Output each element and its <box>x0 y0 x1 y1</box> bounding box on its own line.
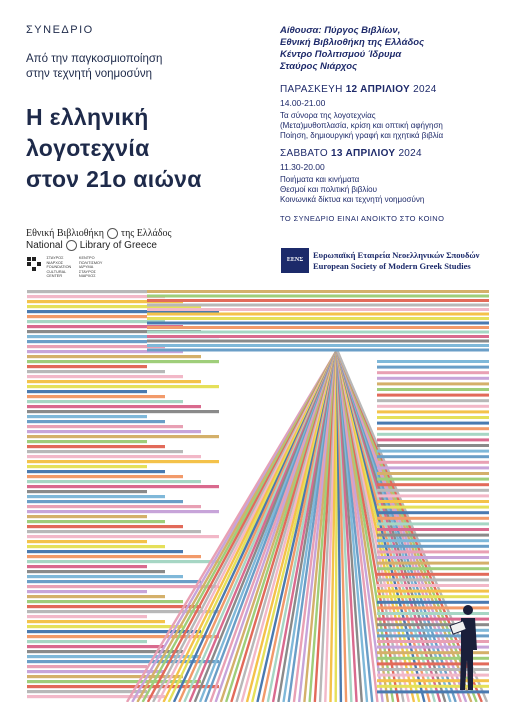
schedule-day-2 <box>280 148 424 205</box>
artwork-stripe <box>377 382 489 385</box>
title-line: στον 21ο αιώνα <box>26 166 202 192</box>
artwork-stripe <box>27 445 165 448</box>
artwork-stripe <box>377 450 489 453</box>
day-date: 13 ΑΠΡΙΛΙΟΥ <box>331 148 396 159</box>
artwork-stripe <box>27 390 147 393</box>
day-name: ΠΑΡΑΣΚΕΥΗ <box>280 84 346 95</box>
artwork-stripe <box>27 290 147 293</box>
artwork-stripe <box>377 539 489 542</box>
artwork-stripe <box>147 349 489 352</box>
artwork-stripe <box>377 394 489 397</box>
artwork-stripe <box>27 360 219 363</box>
artwork-stripe <box>377 534 489 537</box>
artwork-stripe <box>27 455 201 458</box>
artwork-stripe <box>27 340 147 343</box>
venue-line: Σταύρος Νιάρχος <box>280 61 358 72</box>
artwork-stripe <box>27 530 201 533</box>
society-name-greek: Ευρωπαϊκή Εταιρεία Νεοελληνικών Σπουδών <box>313 250 480 260</box>
artwork-stripe <box>147 340 489 343</box>
artwork-stripes <box>27 290 489 702</box>
striped-perspective-artwork <box>27 290 489 702</box>
nlg-logo-english <box>26 240 157 251</box>
artwork-stripe <box>147 317 489 320</box>
artwork-stripe <box>377 427 489 430</box>
logo-text: National <box>26 240 63 252</box>
title-line: λογοτεχνία <box>26 135 150 161</box>
artwork-stripe <box>147 322 489 325</box>
artwork-stripe <box>377 438 489 441</box>
artwork-stripe <box>27 540 147 543</box>
artwork-stripe <box>377 455 489 458</box>
artwork-stripe <box>27 485 219 488</box>
artwork-stripe <box>377 483 489 486</box>
artwork-stripe <box>377 595 489 598</box>
artwork-stripe <box>27 465 147 468</box>
artwork-stripe <box>147 299 489 302</box>
artwork-stripe <box>27 475 183 478</box>
artwork-stripe <box>377 601 489 604</box>
artwork-stripe <box>27 315 147 318</box>
artwork-stripe <box>27 420 165 423</box>
artwork-stripe <box>377 517 489 520</box>
artwork-stripe <box>27 500 183 503</box>
session-topic: Ποιήματα και κινήματα <box>280 175 360 184</box>
nlg-logo-greek <box>26 228 171 239</box>
nlg-emblem-icon <box>107 228 118 239</box>
artwork-stripe <box>27 520 165 523</box>
artwork-stripe <box>27 640 147 643</box>
artwork-stripe <box>27 525 183 528</box>
artwork-stripe <box>377 410 489 413</box>
artwork-stripe <box>27 345 165 348</box>
session-topic: Κοινωνικά δίκτυα και τεχνητή νοημοσύνη <box>280 195 425 204</box>
artwork-stripe <box>27 400 183 403</box>
artwork-stripe <box>27 545 165 548</box>
artwork-stripe <box>27 365 147 368</box>
snfcc-mark-icon <box>26 256 42 272</box>
artwork-stripe <box>377 422 489 425</box>
artwork-stripe <box>377 545 489 548</box>
artwork-stripe <box>27 320 165 323</box>
artwork-stripe <box>377 494 489 497</box>
artwork-stripe <box>27 425 183 428</box>
artwork-stripe <box>27 590 147 593</box>
artwork-stripe <box>377 377 489 380</box>
artwork-stripe <box>147 326 489 329</box>
artwork-stripe <box>27 535 219 538</box>
artwork-stripe <box>27 375 183 378</box>
artwork-stripe <box>147 290 489 293</box>
artwork-stripe <box>377 567 489 570</box>
artwork-stripe <box>377 489 489 492</box>
artwork-stripe <box>377 578 489 581</box>
artwork-stripe <box>27 470 165 473</box>
artwork-stripe <box>27 460 219 463</box>
artwork-stripe <box>27 295 165 298</box>
artwork-stripe <box>27 550 183 553</box>
artwork-stripe <box>377 371 489 374</box>
artwork-stripe <box>27 645 165 648</box>
artwork-stripe <box>27 555 201 558</box>
artwork-stripe <box>377 416 489 419</box>
artwork-stripe <box>27 690 147 693</box>
day-time: 14.00-21.00 <box>280 98 326 108</box>
society-name <box>313 250 479 272</box>
artwork-stripe <box>27 380 201 383</box>
artwork-stripe <box>377 444 489 447</box>
snfcc-logo <box>26 256 107 279</box>
artwork-stripe <box>27 405 201 408</box>
day-year: 2024 <box>410 84 437 95</box>
artwork-stripe <box>27 660 219 663</box>
artwork-stripe <box>27 435 219 438</box>
day-heading <box>280 84 443 95</box>
artwork-stripe <box>377 433 489 436</box>
artwork-stripe <box>377 461 489 464</box>
subtitle <box>26 52 256 82</box>
artwork-stripe <box>27 440 147 443</box>
snfcc-text: ΚΕΝΤΡΟ ΠΟΛΙΤΙΣΜΟΥ ΙΔΡΥΜΑ ΣΤΑΥΡΟΣ ΝΙΑΡΧΟΣ <box>78 256 103 278</box>
artwork-stripe <box>27 515 147 518</box>
logo-text: Library of Greece <box>79 240 157 252</box>
artwork-stripe <box>377 550 489 553</box>
artwork-stripe <box>377 573 489 576</box>
session-topic: (Μετα)μυθοπλασία, κρίση και οπτική αφήγηση <box>280 121 443 130</box>
artwork-stripe <box>27 575 183 578</box>
artwork-stripe <box>27 560 219 563</box>
artwork-stripe <box>377 466 489 469</box>
page-title <box>26 102 202 195</box>
open-to-public-notice: ΤΟ ΣΥΝΕΔΡΙΟ ΕΙΝΑΙ ΑΝΟΙΚΤΟ ΣΤΟ ΚΟΙΝΟ <box>280 214 445 223</box>
artwork-stripe <box>27 605 201 608</box>
artwork-stripe <box>27 565 147 568</box>
artwork-stripe <box>377 584 489 587</box>
artwork-stripe <box>377 690 489 693</box>
artwork-stripe <box>377 405 489 408</box>
artwork-stripe <box>377 590 489 593</box>
artwork-stripe <box>377 472 489 475</box>
artwork-stripe <box>27 620 165 623</box>
logo-text: Εθνική Βιβλιοθήκη <box>26 228 105 239</box>
artwork-stripe <box>27 495 165 498</box>
artwork-stripe <box>27 395 165 398</box>
artwork-stripe <box>27 570 165 573</box>
artwork-stripe <box>377 478 489 481</box>
session-topic: Ποίηση, δημιουργική γραφή και ηχητικά βιβλία <box>280 131 444 140</box>
artwork-stripe <box>377 360 489 363</box>
venue-line: Εθνική Βιβλιοθήκη της Ελλάδος <box>280 37 425 48</box>
artwork-stripe <box>377 528 489 531</box>
artwork-stripe <box>377 366 489 369</box>
artwork-stripe <box>147 295 489 298</box>
artwork-stripe <box>27 430 201 433</box>
artwork-stripe <box>377 500 489 503</box>
artwork-stripe <box>147 304 489 307</box>
artwork-stripe <box>27 505 201 508</box>
artwork-stripe <box>147 335 489 338</box>
session-topic: Τα σύνορα της λογοτεχνίας <box>280 111 376 120</box>
artwork-stripe <box>377 522 489 525</box>
artwork-stripe <box>27 600 183 603</box>
logo-text: της Ελλάδος <box>121 228 172 239</box>
artwork-stripe <box>377 506 489 509</box>
artwork-stripe <box>27 510 219 513</box>
artwork-stripe <box>377 556 489 559</box>
artwork-stripe <box>27 410 219 413</box>
artwork-stripe <box>377 511 489 514</box>
artwork-stripe <box>147 308 489 311</box>
artwork-stripe <box>27 415 147 418</box>
event-type-label: ΣΥΝΕΔΡΙΟ <box>26 24 94 36</box>
artwork-stripe <box>27 385 219 388</box>
artwork-stripe <box>27 450 183 453</box>
artwork-stripe <box>27 490 147 493</box>
artwork-stripe <box>27 480 201 483</box>
artwork-stripe <box>147 331 489 334</box>
artwork-stripe <box>377 388 489 391</box>
venue-line: Κέντρο Πολιτισμού Ίδρυμα <box>280 49 402 60</box>
day-year: 2024 <box>395 148 422 159</box>
session-topic: Θεσμοί και πολιτική βιβλίου <box>280 185 377 194</box>
artwork-stripe <box>147 313 489 316</box>
artwork-stripe <box>27 370 165 373</box>
venue-block <box>280 25 424 73</box>
schedule-day-1 <box>280 84 443 141</box>
society-name-english: European Society of Modern Greek Studies <box>313 261 471 271</box>
nlg-emblem-icon <box>66 240 77 251</box>
artwork-stripe <box>27 355 201 358</box>
artwork-stripe <box>27 625 183 628</box>
venue-line: Αίθουσα: Πύργος Βιβλίων, <box>280 25 401 36</box>
day-time: 11.30-20.00 <box>280 162 325 172</box>
artwork-stripe <box>377 562 489 565</box>
day-heading <box>280 148 424 159</box>
snfcc-text: ΣΤΑΥΡΟΣ ΝΙΑΡΧΟΣ FOUNDATION CULTURAL CENTER <box>46 256 72 278</box>
society-logo-mark: ΕΕΝΣ <box>281 248 309 273</box>
subtitle-line: στην τεχνητή νοημοσύνη <box>26 68 153 80</box>
artwork-stripe <box>27 665 147 668</box>
artwork-stripe <box>147 344 489 347</box>
artwork-stripe <box>27 615 147 618</box>
artwork-stripe <box>377 399 489 402</box>
subtitle-line: Από την παγκοσμιοποίηση <box>26 53 163 65</box>
artwork-stripe <box>27 585 219 588</box>
day-name: ΣΑΒΒΑΤΟ <box>280 148 332 159</box>
day-date: 12 ΑΠΡΙΛΙΟΥ <box>345 84 411 95</box>
artwork-stripe <box>27 595 165 598</box>
artwork-stripe <box>27 580 201 583</box>
title-line: Η ελληνική <box>26 104 149 130</box>
